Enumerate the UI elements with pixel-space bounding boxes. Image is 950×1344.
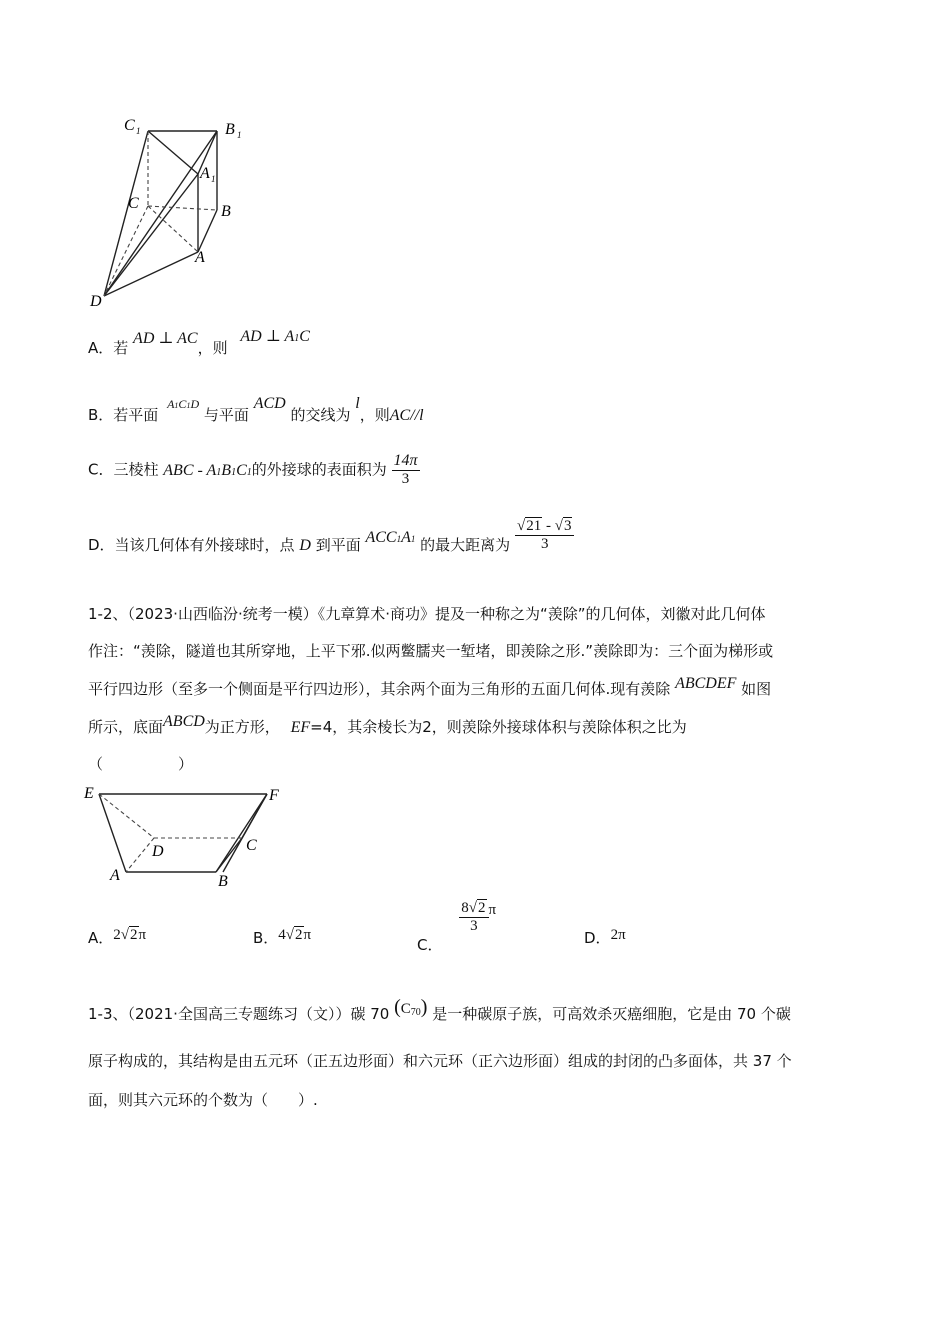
label-a1: A <box>200 165 210 182</box>
q1-2-option-d: D．2π <box>584 927 626 947</box>
label-c2: C <box>246 837 257 854</box>
xianchu-figure <box>82 780 292 890</box>
q1-2-line-2: 作注：“羡除，隧道也其所穿地，上平下邪.似两鳖臑夹一堑堵，即羡除之形.”羡除即为：三个面为梯形或 <box>88 642 774 660</box>
label-c1: C <box>124 117 135 134</box>
label-b1-sub: 1 <box>237 130 242 140</box>
prism-figure <box>80 110 260 310</box>
label-b1: B <box>225 121 235 138</box>
q1-2-option-a: A．2√2π <box>88 927 147 947</box>
q1-2-option-c: C． $\frac{8√2}{3}$ π <box>417 900 497 954</box>
q1-2-answer-paren: （ ） <box>88 755 194 773</box>
label-e: E <box>84 785 94 802</box>
label-b2: B <box>218 873 228 890</box>
q1-3-line-1: 1-3、（2021·全国高三专题练习（文））碳 70 $(C^{70})$ 是一种碳原子族，可高效杀灭癌细胞，它是由 70 个碳 <box>88 996 791 1023</box>
q1-option-a: A．若 AD ⊥ AC，则 AD ⊥ A1C <box>88 328 310 357</box>
label-d: D <box>90 293 102 310</box>
label-b: B <box>221 203 231 220</box>
label-f: F <box>269 787 279 804</box>
q1-2-line-4: 所示，底面ABCD为正方形， EF=4，其余棱长为2，则羡除外接球体积与羡除体积之比为 <box>88 713 687 736</box>
q1-2-option-b: B．4√2π <box>253 927 312 947</box>
label-a: A <box>195 249 205 266</box>
label-c: C <box>128 195 139 212</box>
q1-3-line-3: 面，则其六元环的个数为（ ）. <box>88 1091 318 1109</box>
label-c1-sub: 1 <box>136 126 141 136</box>
label-a2: A <box>110 867 120 884</box>
label-a1-sub: 1 <box>211 174 216 184</box>
label-d2: D <box>152 843 164 860</box>
q1-3-line-2: 原子构成的，其结构是由五元环（正五边形面）和六元环（正六边形面）组成的封闭的凸多面体，共 37 个 <box>88 1052 792 1070</box>
q1-option-d: D．当该几何体有外接球时，点 D 到平面 ACC1A1 的最大距离为 $\frac{√21 - √3}{3}$ <box>88 512 574 547</box>
q1-2-line-3: 平行四边形（至多一个侧面是平行四边形），其余两个面为三角形的五面几何体.现有羡除 ABCDEF 如图 <box>88 675 772 698</box>
q1-2-line-1: 1-2、（2023·山西临汾·统考一模）《九章算术·商功》提及一种称之为“羡除”的几何体，刘徽对此几何体 <box>88 605 766 623</box>
q1-option-c: C．三棱柱 ABC - A1B1C1的外接球的表面积为 $\frac{14\pi}{3}$ <box>88 452 418 487</box>
q1-option-b: B．若平面 $^{A1C1D}$ 与平面 ACD 的交线为 l，则AC//l <box>88 395 424 424</box>
